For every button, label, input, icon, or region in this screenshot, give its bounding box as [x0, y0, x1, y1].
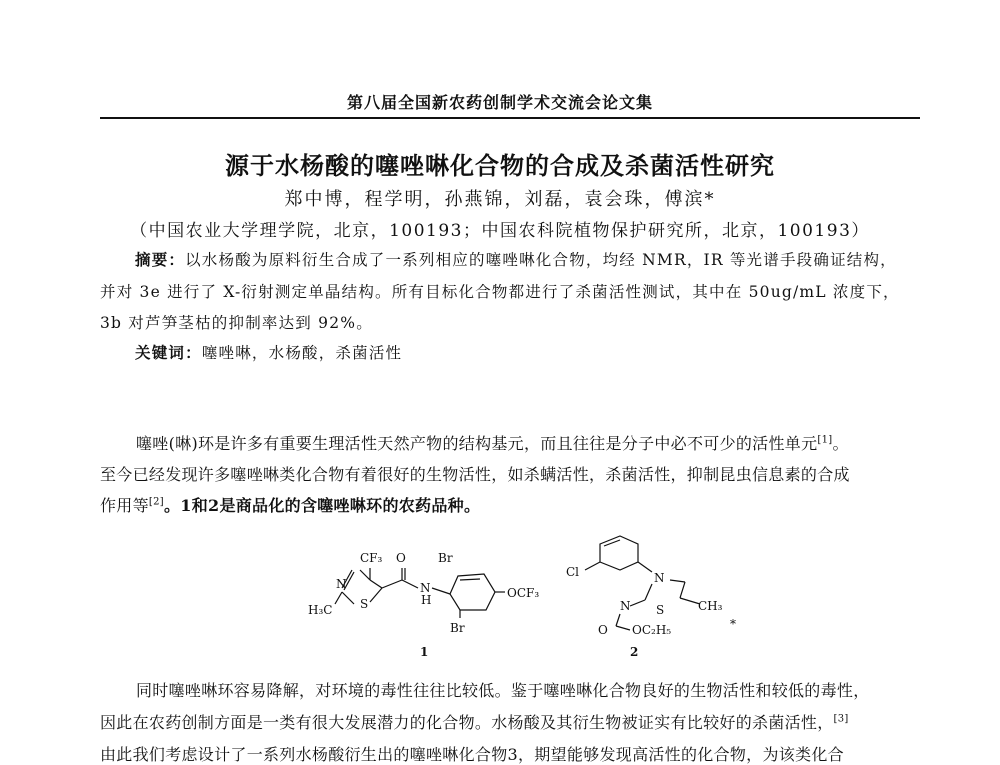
svg-text:N: N: [620, 599, 631, 613]
svg-text:H: H: [421, 593, 432, 607]
abstract-line-1: 摘要：以水杨酸为原料衍生合成了一系列相应的噻唑啉化合物，均经 NMR，IR 等光谱手段确证结构，: [135, 250, 897, 269]
header-rule: [100, 117, 920, 119]
para1-line-1: 噻唑(啉)环是许多有重要生理活性天然产物的结构基元，而且往往是分子中必不可少的活性单元[1]。: [136, 434, 849, 453]
svg-text:H₃C: H₃C: [308, 603, 333, 617]
svg-text:S: S: [656, 603, 665, 617]
cf3-group: CF₃: [360, 551, 383, 565]
svg-text:Br: Br: [450, 621, 465, 635]
para2-line-2: 因此在农药创制方面是一类有很大发展潜力的化合物。水杨酸及其衍生物被证实有比较好的杀菌活性，[3]: [100, 713, 849, 732]
svg-text:O: O: [598, 623, 608, 637]
svg-text:CH₃: CH₃: [698, 599, 723, 613]
abstract-line-3: 3b 对芦笋茎枯的抑制率达到 92%。: [100, 314, 373, 332]
paper-title: 源于水杨酸的噻唑啉化合物的合成及杀菌活性研究: [225, 152, 775, 180]
svg-text:S: S: [360, 597, 369, 611]
svg-text:Cl: Cl: [566, 565, 580, 579]
authors: 郑中博，程学明，孙燕锦，刘磊，袁会珠，傅滨*: [284, 189, 716, 210]
svg-text:OC₂H₅: OC₂H₅: [632, 623, 672, 637]
svg-text:N: N: [336, 577, 347, 591]
affiliation: （中国农业大学理学院，北京，100193；中国农科院植物保护研究所，北京，100193）: [130, 221, 870, 241]
svg-text:N: N: [654, 571, 665, 585]
svg-text:OCF₃: OCF₃: [507, 586, 540, 600]
para1-line-2: 至今已经发现许多噻唑啉类化合物有着很好的生物活性，如杀螨活性，杀菌活性，抑制昆虫信息素的合成: [100, 465, 850, 484]
svg-text:Br: Br: [438, 551, 453, 565]
compound-1-label: 1: [420, 645, 429, 659]
abstract-line-2: 并对 3e 进行了 X-衍射测定单晶结构。所有目标化合物都进行了杀菌活性测试，其中在 50ug/mL 浓度下，: [100, 283, 900, 301]
para2-line-3: 由此我们考虑设计了一系列水杨酸衍生出的噻唑啉化合物3，期望能够发现高活性的化合物，为该类化合: [100, 745, 844, 764]
compound-2-structure: [585, 536, 700, 630]
para1-line-3: 作用等[2]。1和2是商品化的含噻唑啉环的农药品种。: [100, 496, 481, 515]
keywords: 关键词：噻唑啉，水杨酸，杀菌活性: [135, 343, 403, 362]
svg-text:N: N: [420, 581, 431, 595]
proceedings-header: 第八届全国新农药创制学术交流会论文集: [346, 93, 653, 112]
svg-text:O: O: [396, 551, 406, 565]
para2-line-1: 同时噻唑啉环容易降解，对环境的毒性往往比较低。鉴于噻唑啉化合物良好的生物活性和较低的毒性，: [136, 681, 870, 700]
svg-text:*: *: [730, 617, 736, 631]
chemical-structures-figure: [290, 530, 760, 660]
compound-2-label: 2: [630, 645, 639, 659]
